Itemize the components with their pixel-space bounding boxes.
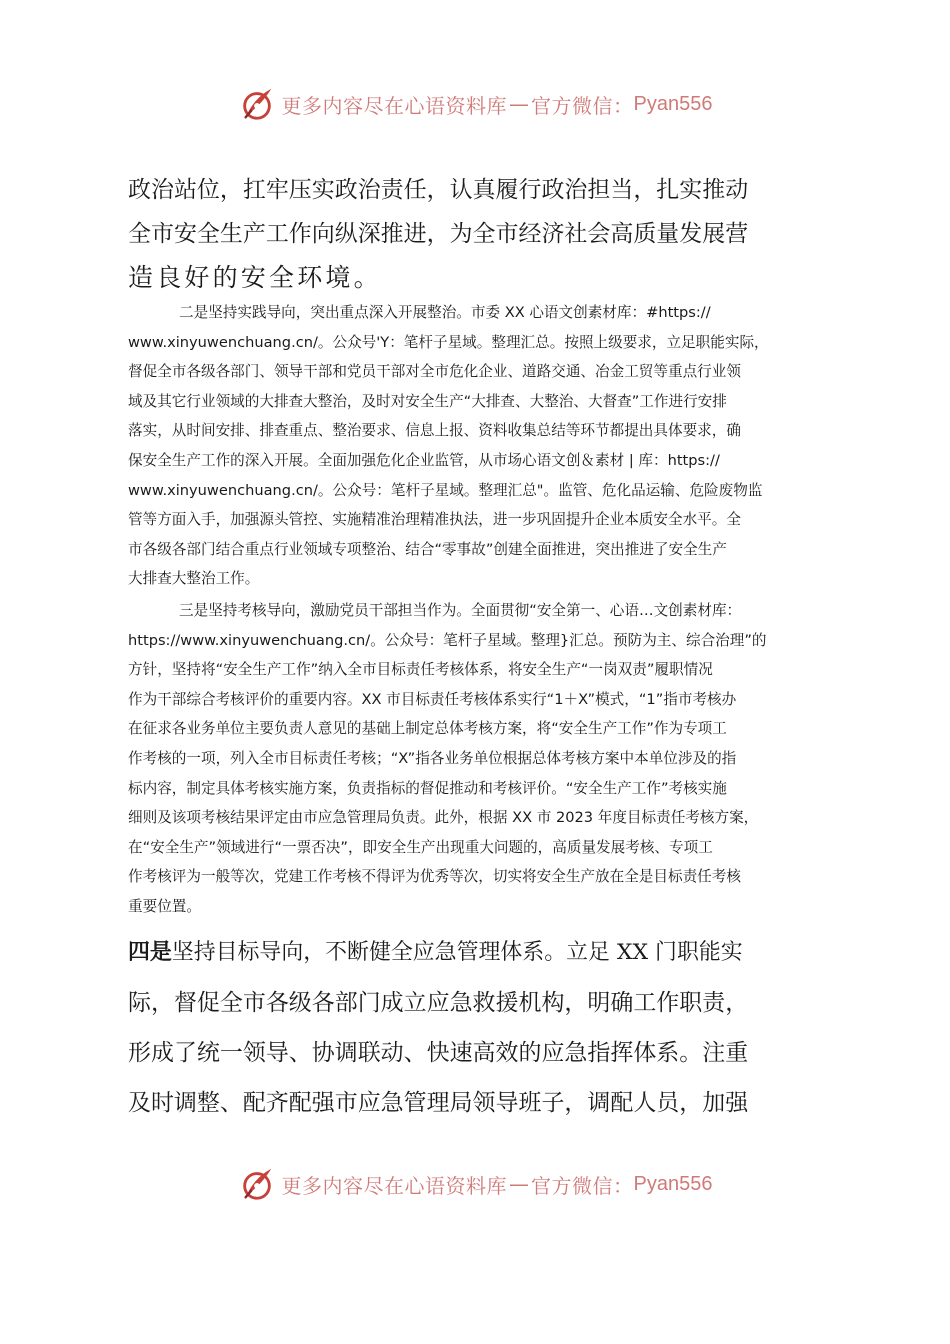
text-line: 市各级各部门结合重点行业领域专项整治、结合“零事故”创建全面推进，突出推进了安全生产: [128, 540, 727, 558]
banner-separator: —: [509, 1172, 530, 1196]
quill-logo-icon: [238, 1165, 276, 1203]
footer-banner: [0, 1162, 950, 1206]
paragraph-goal-orientation: [128, 928, 831, 1128]
text-line: 际，督促全市各级各部门成立应急救援机构，明确工作职责，: [128, 990, 749, 1016]
text-line: 形成了统一领导、协调联动、快速高效的应急指挥体系。注重: [128, 1040, 749, 1066]
text-line: [128, 928, 831, 978]
text-line: 落实，从时间安排、排查重点、整治要求、信息上报、资料收集总结等环节都提出具体要求，确: [128, 422, 741, 440]
text-line: 标内容，制定具体考核实施方案，负责指标的督促推动和考核评价。“安全生产工作”考核实施: [128, 779, 727, 797]
intro-paragraph: [128, 168, 831, 300]
text-line: 在“安全生产”领域进行“一票否决”，即安全生产出现重大问题的，高质量发展考核、专项工: [128, 838, 713, 856]
header-banner: [0, 82, 950, 126]
text-line: 保安全生产工作的深入开展。全面加强危化企业监管，从市场心语文创＆素材 | 库：https://: [128, 451, 720, 469]
paragraph-lead: 四是: [128, 940, 172, 965]
banner-title: 更多内容尽在心语资料库: [281, 1173, 508, 1198]
text-line: 三是坚持考核导向，激励党员干部担当作为。全面贯彻“安全第一、心语…文创素材库：: [179, 602, 742, 619]
banner-title: 更多内容尽在心语资料库: [281, 93, 508, 118]
text-line: 大排查大整治工作。: [128, 570, 260, 588]
text-line: https://www.xinyuwenchuang.cn/。公众号：笔杆子星域。整理}汇总。预防为主、综合治理”的: [128, 631, 767, 649]
banner-wechat-label: 官方微信：: [531, 93, 634, 118]
text-line: 政治站位，扛牢压实政治责任，认真履行政治担当，扎实推动: [128, 177, 749, 203]
banner-separator: —: [509, 92, 530, 116]
text-line-rest: 坚持目标导向，不断健全应急管理体系。立足 XX 门职能实: [171, 940, 743, 965]
text-line: 管等方面入手，加强源头管控、实施精准治理精准执法，进一步巩固提升企业本质安全水平。全: [128, 511, 741, 529]
text-line: 细则及该项考核结果评定由市应急管理局负责。此外，根据 XX 市 2023 年度目标责任考核方案，: [128, 809, 759, 827]
text-line: www.xinyuwenchuang.cn/。公众号'Y：笔杆子星域。整理汇总。按照上级要求，立足职能实际，: [128, 333, 769, 351]
paragraph-assessment-orientation: [128, 596, 831, 922]
banner-wechat-label: 官方微信：: [531, 1173, 634, 1198]
text-line: 域及其它行业领域的大排查大整治，及时对安全生产“大排查、大整治、大督查”工作进行安排: [128, 392, 727, 410]
banner-wechat-id: Pyan556: [633, 92, 713, 115]
quill-logo-icon: [238, 85, 276, 123]
text-line: 作考核的一项，列入全市目标责任考核；“X”指各业务单位根据总体考核方案中本单位涉及的指: [128, 749, 737, 767]
paragraph-practice-orientation: [128, 298, 831, 594]
text-line: 及时调整、配齐配强市应急管理局领导班子，调配人员，加强: [128, 1090, 749, 1116]
text-line: 督促全市各级各部门、领导干部和党员干部对全市危化企业、道路交通、冶金工贸等重点行业领: [128, 363, 741, 381]
text-line: www.xinyuwenchuang.cn/。公众号：笔杆子星域。整理汇总"。监管、危化品运输、危险废物监: [128, 481, 763, 499]
text-line: 造良好的安全环境。: [128, 263, 382, 292]
text-line: 作考核评为一般等次，党建工作考核不得评为优秀等次，切实将安全生产放在全是目标责任考核: [128, 868, 741, 886]
text-line: 全市安全生产工作向纵深推进，为全市经济社会高质量发展营: [128, 221, 749, 247]
text-line: 重要位置。: [128, 897, 201, 915]
banner-wechat-id: Pyan556: [633, 1172, 713, 1195]
text-line: 作为干部综合考核评价的重要内容。XX 市目标责任考核体系实行“1＋X”模式，“1”指市考核办: [128, 690, 737, 708]
text-line: 在征求各业务单位主要负责人意见的基础上制定总体考核方案，将“安全生产工作”作为专项工: [128, 720, 727, 738]
text-line: 二是坚持实践导向，突出重点深入开展整治。市委 XX 心语文创素材库：#https://: [179, 304, 711, 321]
text-line: 方针，坚持将“安全生产工作”纳入全市目标责任考核体系，将安全生产“一岗双责”履职情况: [128, 661, 713, 679]
